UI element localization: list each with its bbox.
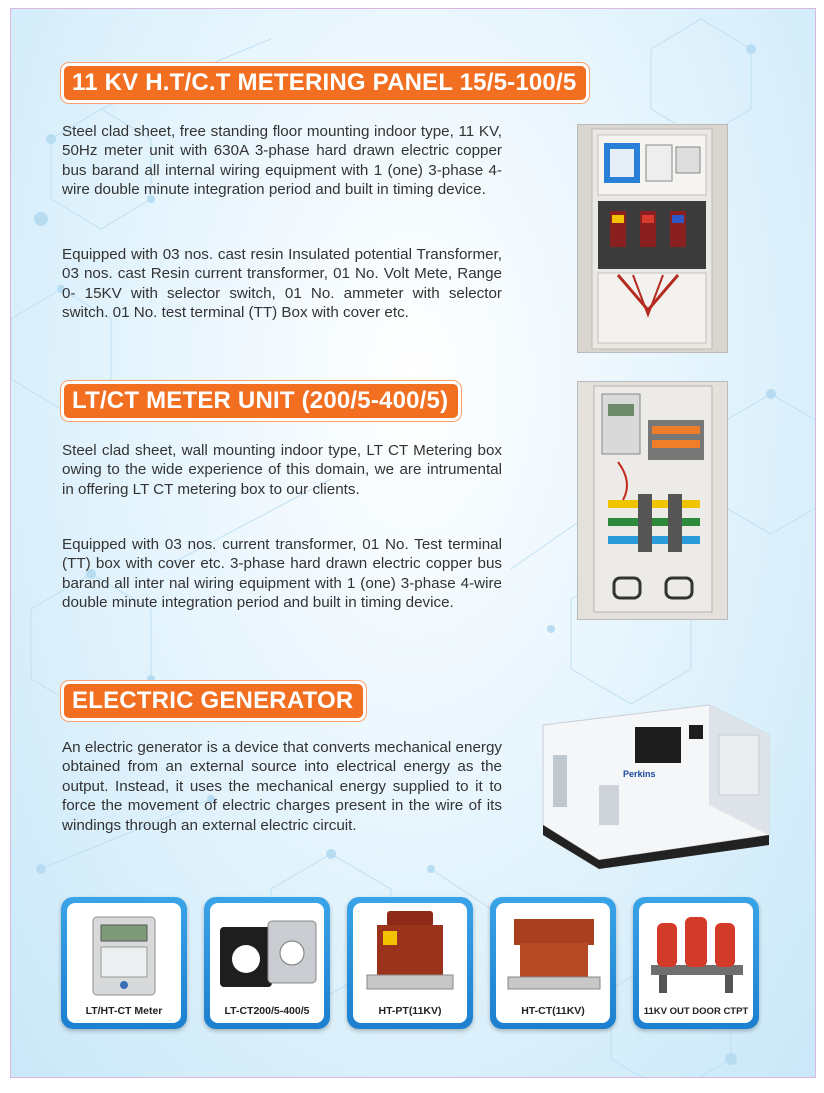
product-label: HT-PT(11KV) [378, 1005, 442, 1017]
perkins-logo: Perkins [623, 769, 656, 779]
generator-description: An electric generator is a device that converts mechanical energy obtained from an external source into electrical energy as the output. Instead, it uses the mechanical energy supplied to it to force the movement of electric charges present in the wire of its windings through an external electric circuit. [62, 739, 502, 834]
outdoor-ctpt-image [639, 903, 753, 998]
generator-heading: ELECTRIC GENERATOR [61, 681, 366, 721]
product-card-ht-pt [347, 897, 473, 1029]
product-label: HT-CT(11KV) [521, 1005, 585, 1017]
metering-panel-equipment: Equipped with 03 nos. cast resin Insulated potential Transformer, 03 nos. cast Resin current transformer, 01 No. Volt Mete, Range 0- 15KV with selector switch, 01 No. ammeter with selector switch. 01 No. test terminal (TT) Box with cover etc. [62, 246, 502, 322]
product-cards [61, 897, 761, 1039]
product-label: LT/HT-CT Meter [85, 1005, 163, 1017]
product-label: LT-CT200/5-400/5 [224, 1005, 310, 1017]
metering-panel-description: Steel clad sheet, free standing floor mounting indoor type, 11 KV, 50Hz meter unit with 630A 3-phase hard drawn electric copper bus barand all internal wiring equipment with 1 (one) 3-phase 4-wire double minute integration period and built in timing device. [62, 123, 502, 199]
potential-transformer-image [353, 903, 467, 998]
lt-ct-unit-equipment: Equipped with 03 nos. current transformer, 01 No. Test terminal (TT) box with cover etc. 3-phase hard drawn electric copper bus barand all inter nal wiring equipment with 1 (one) 3-phase 4-wire double minute integration period and built in timing device. [62, 536, 502, 612]
metering-panel-heading: 11 KV H.T/C.T METERING PANEL 15/5-100/5 [61, 63, 589, 103]
lt-ct-unit-photo [577, 381, 728, 620]
energy-meter-image [67, 903, 181, 998]
product-card-lt-ht-ct-meter [61, 897, 187, 1029]
product-card-lt-ct [204, 897, 330, 1029]
brochure-page [10, 8, 816, 1078]
metering-panel-photo [577, 124, 728, 353]
product-label: 11KV OUT DOOR CTPT [643, 1006, 749, 1017]
lt-ct-unit-description: Steel clad sheet, wall mounting indoor type, LT CT Metering box owing to the wide experience of this domain, we are intrumental in offering LT CT metering box to our clients. [62, 442, 502, 498]
ht-current-transformer-image [496, 903, 610, 998]
current-transformer-image [210, 903, 324, 998]
product-card-outdoor-ctpt [633, 897, 759, 1029]
product-card-ht-ct [490, 897, 616, 1029]
lt-ct-unit-heading: LT/CT METER UNIT (200/5-400/5) [61, 381, 461, 421]
generator-photo [539, 695, 775, 869]
